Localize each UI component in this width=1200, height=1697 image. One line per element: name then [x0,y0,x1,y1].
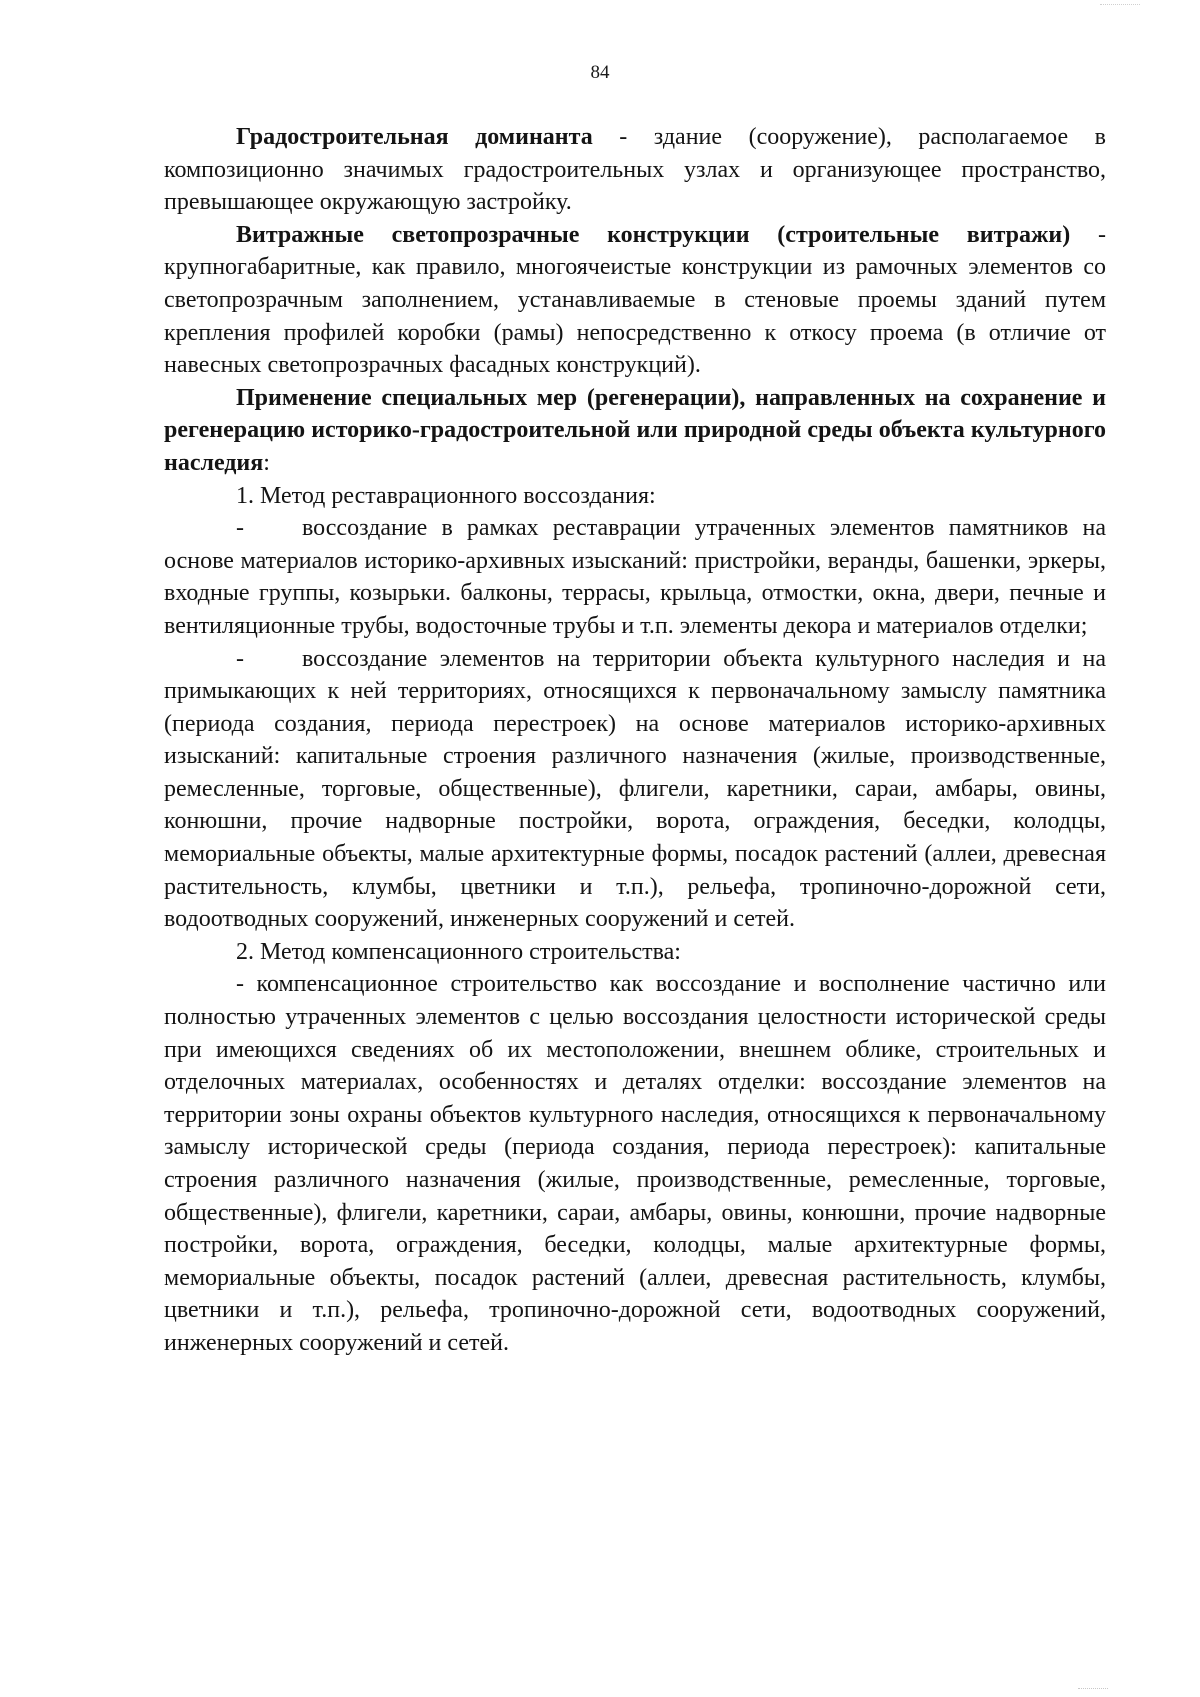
definition-paragraph-vitrage [164,219,1106,382]
term-vitrage: Витражные светопрозрачные конструкции (строительные витражи) [236,221,1071,248]
method-1-item-1 [164,512,1106,642]
method-1-item-1-text: воссоздание в рамках реставрации утраченных элементов памятников на основе материалов историко-архивных изысканий: пристройки, веранды, башенки, эркеры, входные группы, козырьки. балконы, террасы, крыльца, отмостки, окна, двери, печные и вентиляционные трубы, водосточные трубы и т.п. элементы декора и материалов отделки; [164,515,1106,639]
dash-marker: - [236,515,244,542]
method-1-item-2 [164,643,1106,936]
term-dominant: Градостроительная доминанта [236,124,593,150]
page-number: 84 [590,62,610,83]
method-1-title: 1. Метод реставрационного воссоздания: [236,482,656,509]
definition-vitrage: - крупногабаритные, как правило, многоячеистые конструкции из рамочных элементов со светопрозрачным заполнением, устанавливаемые в стеновые проемы зданий путем крепления профилей коробки (рамы) непосредственно к откосу проема (в отличие от навесных светопрозрачных фасадных конструкций). [164,221,1106,379]
method-1-item-2-text: воссоздание элементов на территории объекта культурного наследия и на примыкающих к ней территориях, относящихся к первоначальному замыслу памятника (периода создания, периода перестроек) на основе материалов историко-архивных изысканий: капитальные строения различного назначения (жилые, производственные, ремесленные, торговые, общественные), флигели, каретники, сараи, амбары, овины, конюшни, прочие надворные постройки, ворота, ограждения, беседки, колодцы, мемориальные объекты, малые архитектурные формы, посадок растений (аллеи, древесная растительность, клумбы, цветники и т.п.), рельефа, тропиночно-дорожной сети, водоотводных сооружений, инженерных сооружений и сетей. [164,645,1106,933]
definition-paragraph-dominant [164,121,1106,219]
document-body [164,121,1106,1360]
scan-artifact-bottom [1078,1688,1108,1697]
section-heading-regeneration [164,382,1106,480]
definition-dominant: - здание (сооружение), располагаемое в композиционно значимых градостроительных узлах и организующее пространство, превышающее окружающую застройку. [164,124,1107,216]
dash-marker: - [236,645,244,672]
method-2-item-1: - компенсационное строительство как воссоздание и восполнение частично или полностью утраченных элементов с целью воссоздания целостности исторической среды при имеющихся сведениях об их местоположении, внешнем облике, строительных и отделочных материалах, особенностях и деталях отделки: воссоздание элементов на территории зоны охраны объектов культурного наследия, относящихся к первоначальному замыслу исторической среды (периода создания, периода перестроек): капитальные строения различного назначения (жилые, производственные, ремесленные, торговые, общественные), флигели, каретники, сараи, амбары, овины, конюшни, прочие надворные постройки, ворота, ограждения, беседки, колодцы, малые архитектурные формы, мемориальные объекты, посадок растений (аллеи, древесная растительность, клумбы, цветники и т.п.), рельефа, тропиночно-дорожной сети, водоотводных сооружений, инженерных сооружений и сетей. [164,971,1106,1356]
heading-regeneration: Применение специальных мер (регенерации), направленных на сохранение и регенерацию историко-градостроительной или природной среды объекта культурного наследия [164,384,1106,476]
heading-colon: : [263,449,270,476]
method-2-title: 2. Метод компенсационного строительства: [236,938,681,965]
scan-artifact-top [1100,0,1140,5]
